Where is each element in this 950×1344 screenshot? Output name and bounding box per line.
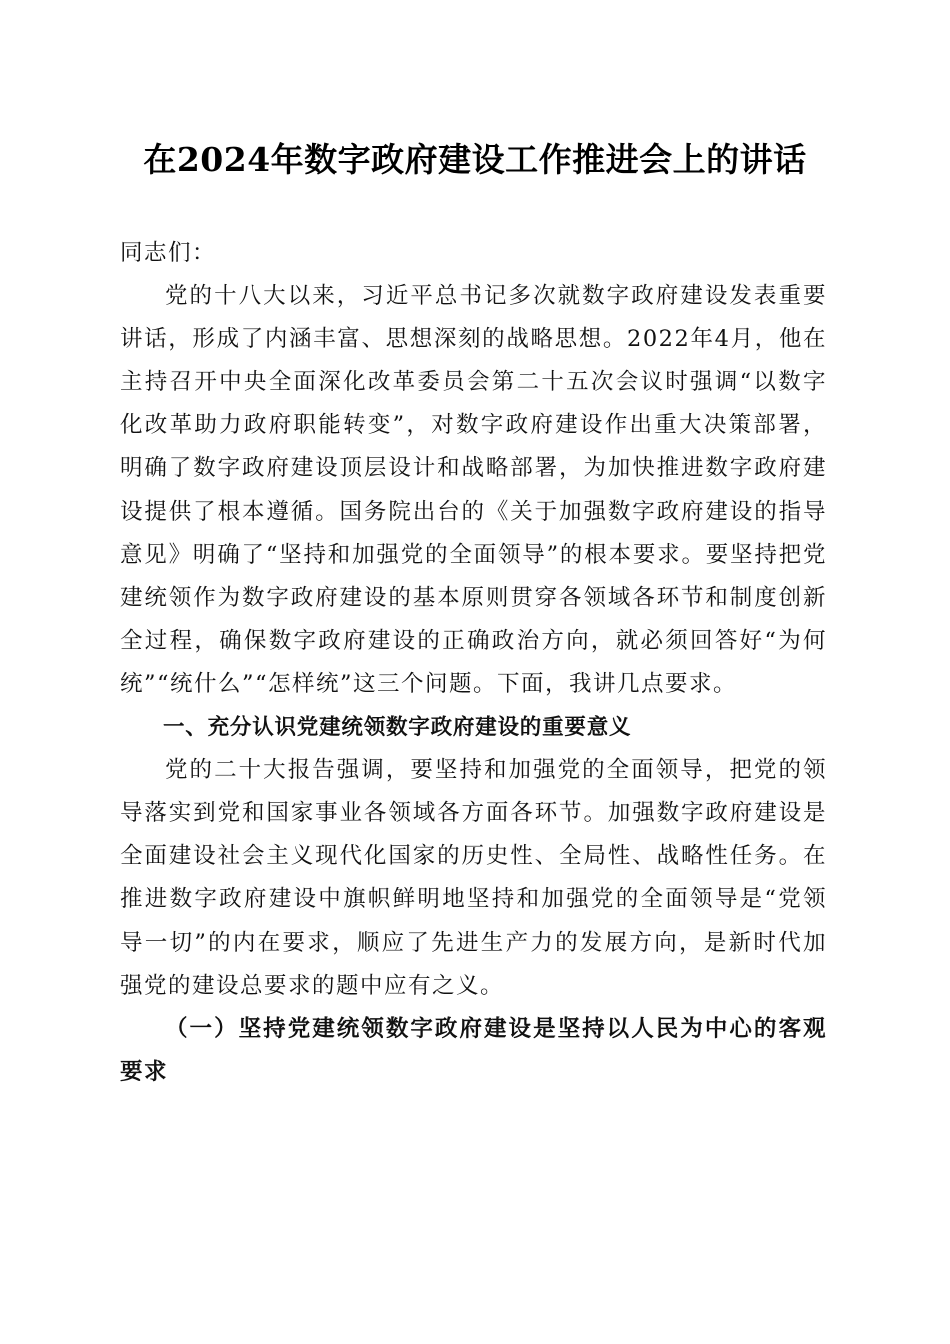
document-body bbox=[120, 232, 827, 1094]
document-title: 在2024年数字政府建设工作推进会上的讲话 bbox=[143, 140, 807, 179]
salutation: 同志们： bbox=[120, 240, 217, 266]
intro-paragraph: 党的十八大以来，习近平总书记多次就数字政府建设发表重要讲话，形成了内涵丰富、思想深刻的战略思想。2022年4月，他在主持召开中央全面深化改革委员会第二十五次会议时强调“以数字化改革助力政府职能转变”，对数字政府建设作出重大决策部署，明确了数字政府建设顶层设计和战略部署，为加快推进数字政府建设提供了根本遵循。国务院出台的《关于加强数字政府建设的指导意见》明确了“坚持和加强党的全面领导”的根本要求。要坚持把党建统领作为数字政府建设的基本原则贯穿各领域各环节和制度创新全过程，确保数字政府建设的正确政治方向，就必须回答好“为何统”“统什么”“怎样统”这三个问题。下面，我讲几点要求。 bbox=[120, 283, 827, 697]
section-heading-1: 一、充分认识党建统领数字政府建设的重要意义 bbox=[163, 715, 632, 741]
section-1-paragraph: 党的二十大报告强调，要坚持和加强党的全面领导，把党的领导落实到党和国家事业各领域各方面各环节。加强数字政府建设是全面建设社会主义现代化国家的历史性、全局性、战略性任务。在推进数字政府建设中旗帜鲜明地坚持和加强党的全面领导是“党领导一切”的内在要求，顺应了先进生产力的发展方向，是新时代加强党的建设总要求的题中应有之义。 bbox=[120, 757, 827, 999]
subsection-heading-1: （一）坚持党建统领数字政府建设是坚持以人民为中心的客观要求 bbox=[120, 1015, 827, 1085]
